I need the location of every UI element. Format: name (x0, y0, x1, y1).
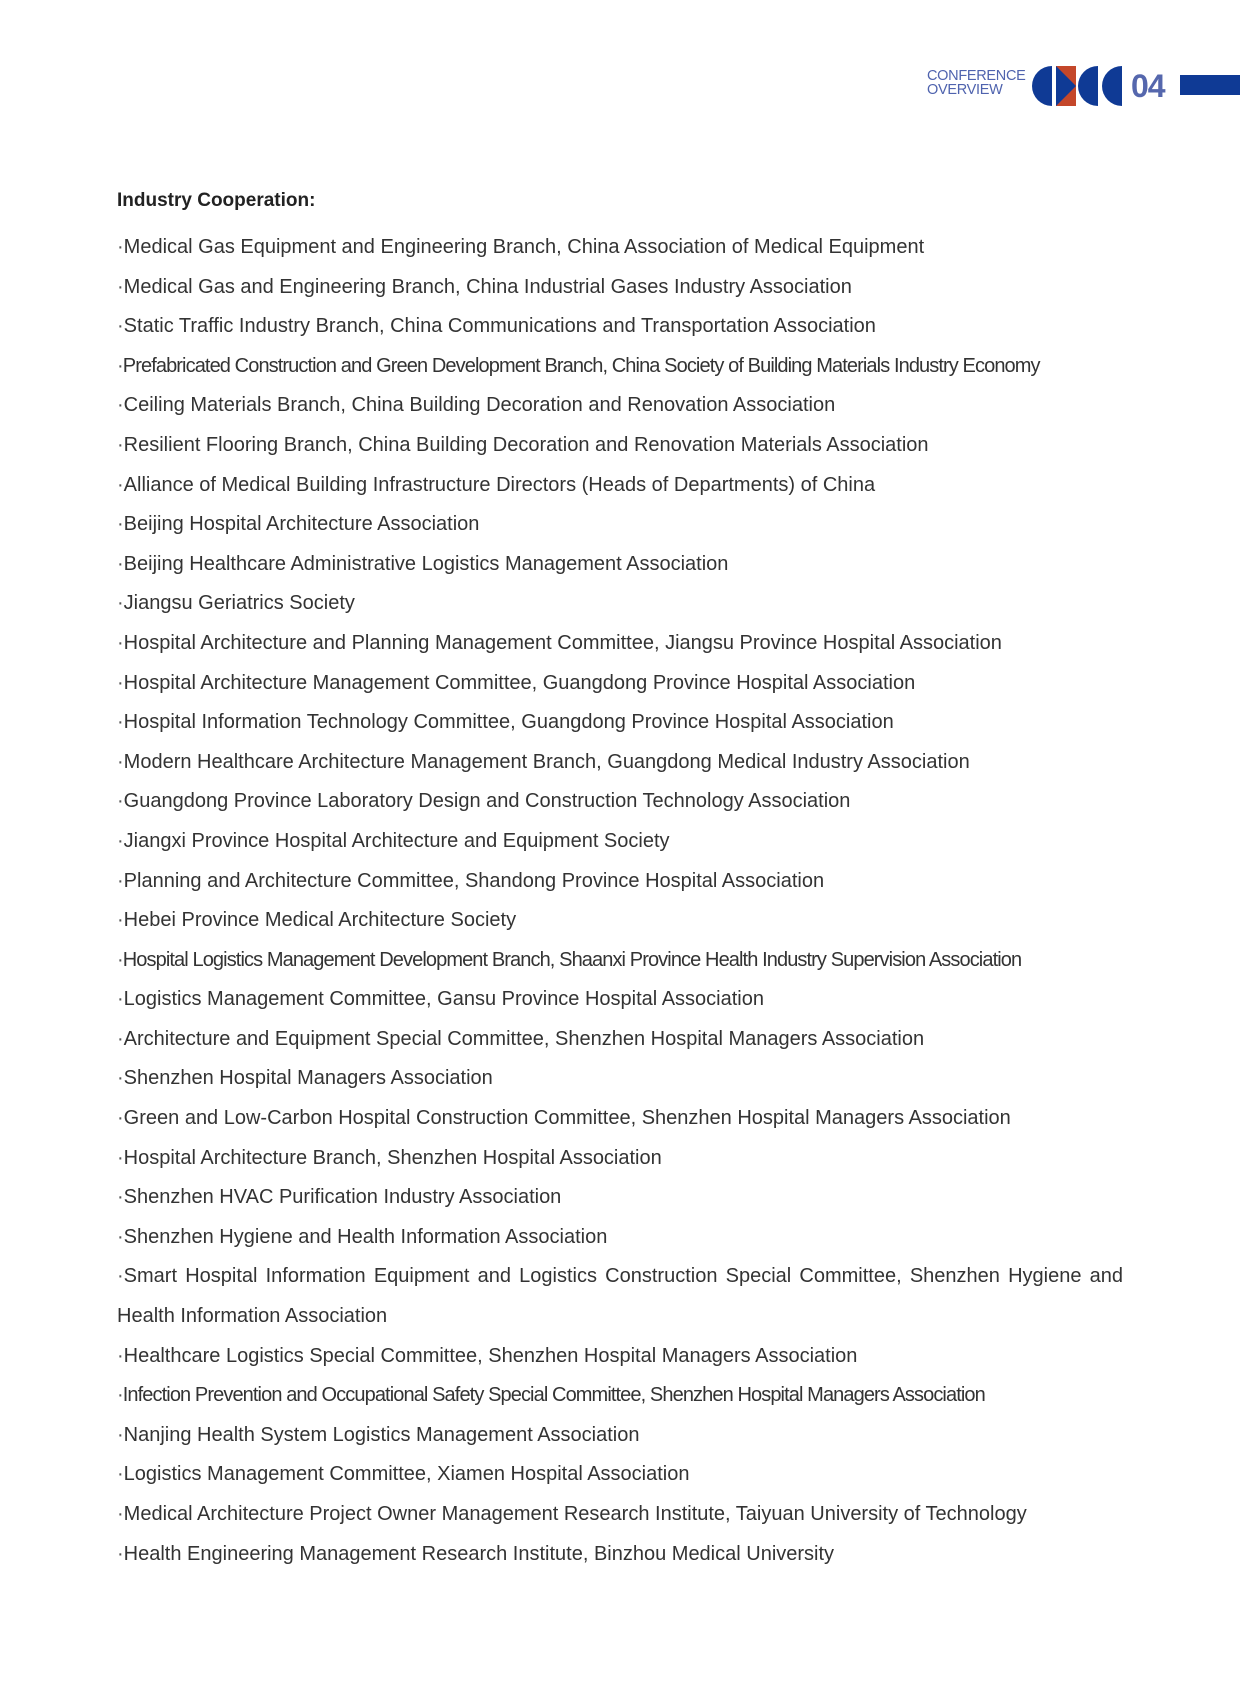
list-item-text: Logistics Management Committee, Xiamen Hospital Association (123, 1463, 690, 1486)
list-item (117, 901, 1127, 941)
bullet-dot: · (117, 513, 124, 536)
bullet-dot: · (117, 1503, 124, 1525)
list-item (117, 1376, 1127, 1416)
bullet-dot: · (117, 473, 124, 496)
section-label-line1: CONFERENCE (927, 68, 1026, 84)
list-item-text: Healthcare Logistics Special Committee, Shenzhen Hospital Managers Association (123, 1344, 858, 1367)
bullet-dot: · (117, 1067, 124, 1090)
list-item (117, 743, 1127, 783)
bullet-dot: · (117, 236, 124, 258)
list-item (117, 941, 1127, 981)
bullet-dot: · (117, 1463, 124, 1486)
page-number: 04 (1131, 68, 1165, 104)
bullet-dot: · (117, 948, 123, 971)
bullet-dot: · (117, 869, 124, 892)
bullet-dot: · (117, 433, 124, 456)
bullet-dot: · (117, 1225, 124, 1248)
list-item (117, 1535, 1127, 1575)
conference-logo-icon (1030, 66, 1126, 106)
section-title: Industry Cooperation: (117, 190, 316, 211)
list-item-text: Hospital Architecture and Planning Management Committee, Jiangsu Province Hospital Association (123, 631, 1002, 654)
list-item-text: Hospital Information Technology Committee, Guangdong Province Hospital Association (123, 711, 894, 734)
list-item-text: Resilient Flooring Branch, China Building Decoration and Renovation Materials Association (123, 433, 929, 456)
list-item-text: Beijing Hospital Architecture Association (123, 513, 480, 536)
list-item (117, 307, 1127, 347)
bullet-dot: · (117, 1344, 124, 1367)
list-item (117, 980, 1127, 1020)
bullet-dot: · (117, 1186, 124, 1209)
section-label (927, 69, 1026, 97)
list-item (117, 1099, 1127, 1139)
list-item (117, 228, 1127, 268)
bullet-dot: · (117, 1542, 124, 1565)
list-item-text: Infection Prevention and Occupational Safety Special Committee, Shenzhen Hospital Managers Association (122, 1384, 985, 1407)
header-accent-bar (1180, 75, 1240, 95)
logo-half-circle-1 (1032, 66, 1052, 106)
list-item (117, 1495, 1127, 1535)
list-item-text: Jiangxi Province Hospital Architecture and Equipment Society (123, 829, 670, 852)
list-item (117, 1455, 1127, 1495)
list-item (117, 505, 1127, 545)
list-item (117, 822, 1127, 862)
list-item (117, 1178, 1127, 1218)
main-content (117, 188, 1127, 1574)
page-header (927, 66, 1240, 108)
list-item (117, 545, 1127, 585)
list-item (117, 624, 1127, 664)
list-item-text: Planning and Architecture Committee, Shandong Province Hospital Association (123, 869, 825, 892)
bullet-dot: · (117, 275, 124, 298)
bullet-dot: · (117, 592, 124, 615)
bullet-dot: · (117, 552, 124, 575)
section-label-line2: OVERVIEW (927, 82, 1003, 98)
list-item-text: Smart Hospital Information Equipment and Logistics Construction Special Committee, Shenzhen Hygiene and Health Information Association (117, 1265, 1123, 1328)
list-item-text: Hospital Architecture Management Committee, Guangdong Province Hospital Association (123, 671, 916, 694)
list-item-text: Static Traffic Industry Branch, China Communications and Transportation Association (123, 315, 876, 338)
list-item (117, 584, 1127, 624)
list-item-text: Hospital Architecture Branch, Shenzhen Hospital Association (123, 1146, 662, 1169)
list-item (117, 1257, 1123, 1336)
list-item-text: Jiangsu Geriatrics Society (123, 592, 355, 615)
list-item-text: Green and Low-Carbon Hospital Construction Committee, Shenzhen Hospital Managers Association (123, 1107, 1011, 1130)
list-item-text: Medical Gas Equipment and Engineering Branch, China Association of Medical Equipment (123, 236, 925, 258)
list-item-text: Nanjing Health System Logistics Management Association (123, 1423, 640, 1446)
list-item-text: Logistics Management Committee, Gansu Province Hospital Association (123, 988, 764, 1011)
list-item (117, 268, 1127, 308)
bullet-dot: · (117, 988, 124, 1011)
bullet-dot: · (117, 1423, 124, 1446)
list-item-text: Alliance of Medical Building Infrastructure Directors (Heads of Departments) of China (123, 473, 876, 496)
list-item (117, 347, 1127, 387)
bullet-dot: · (117, 394, 124, 417)
list-item-text: Ceiling Materials Branch, China Building Decoration and Renovation Association (123, 394, 836, 417)
bullet-dot: · (117, 1146, 124, 1169)
bullet-dot: · (117, 354, 123, 377)
list-item-text: Health Engineering Management Research Institute, Binzhou Medical University (123, 1542, 835, 1565)
list-item-text: Hospital Logistics Management Development Branch, Shaanxi Province Health Industry Supervision Association (122, 948, 1022, 971)
list-item-text: Hebei Province Medical Architecture Society (123, 909, 517, 932)
list-item (117, 782, 1127, 822)
bullet-dot: · (117, 829, 124, 852)
list-item (117, 426, 1127, 466)
bullet-dot: · (117, 671, 124, 694)
bullet-dot: · (117, 750, 124, 773)
bullet-dot: · (117, 1107, 124, 1130)
list-item-text: Guangdong Province Laboratory Design and Construction Technology Association (123, 790, 851, 813)
bullet-dot: · (117, 711, 124, 734)
list-item-text: Beijing Healthcare Administrative Logistics Management Association (123, 552, 729, 575)
bullet-dot: · (117, 631, 124, 654)
list-item (117, 386, 1127, 426)
bullet-dot: · (117, 1384, 123, 1407)
logo-half-circle-2 (1078, 66, 1098, 106)
list-item-text: Architecture and Equipment Special Committee, Shenzhen Hospital Managers Association (123, 1027, 925, 1050)
list-item (117, 1337, 1127, 1377)
list-item (117, 703, 1127, 743)
bullet-dot: · (117, 909, 124, 932)
list-item (117, 1416, 1127, 1456)
list-item (117, 1139, 1127, 1179)
list-item (117, 1218, 1127, 1258)
list-item (117, 862, 1127, 902)
list-item-text: Shenzhen Hygiene and Health Information Association (123, 1225, 608, 1248)
logo-half-circle-3 (1102, 66, 1122, 106)
list-item-text: Medical Architecture Project Owner Management Research Institute, Taiyuan University of Technology (123, 1503, 1027, 1525)
cooperation-list (117, 228, 1127, 1574)
list-item-text: Prefabricated Construction and Green Development Branch, China Society of Building Materials Industry Economy (122, 354, 1040, 377)
bullet-dot: · (117, 790, 124, 813)
list-item-text: Shenzhen Hospital Managers Association (123, 1067, 493, 1090)
list-item (117, 1059, 1127, 1099)
bullet-dot: · (117, 1265, 124, 1288)
list-item (117, 466, 1127, 506)
list-item (117, 664, 1127, 704)
bullet-dot: · (117, 315, 124, 338)
bullet-dot: · (117, 1027, 124, 1050)
list-item-text: Medical Gas and Engineering Branch, China Industrial Gases Industry Association (123, 275, 852, 298)
list-item (117, 1020, 1127, 1060)
list-item-text: Shenzhen HVAC Purification Industry Association (123, 1186, 562, 1209)
list-item-text: Modern Healthcare Architecture Management Branch, Guangdong Medical Industry Association (123, 750, 970, 773)
